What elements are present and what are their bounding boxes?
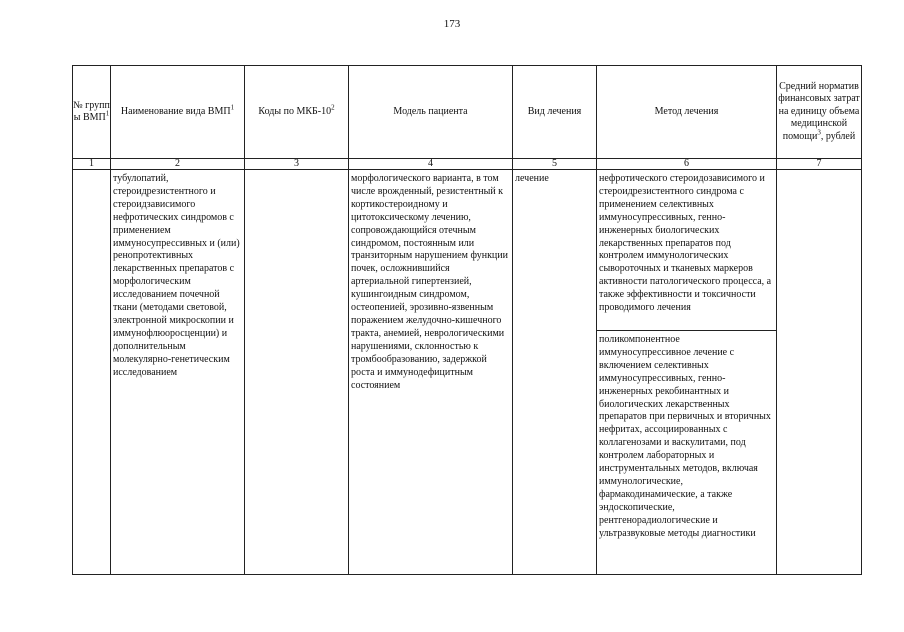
- header-patient-model: Модель пациента: [349, 66, 513, 159]
- header-treatment-method: Метод лечения: [597, 66, 777, 159]
- table-row: [73, 170, 862, 575]
- page-number: 173: [443, 18, 461, 30]
- column-number: 2: [111, 159, 245, 170]
- header-treatment-type: Вид лечения: [513, 66, 597, 159]
- cell-treatment-type: лечение: [513, 170, 597, 575]
- treatment-method-2: поликомпонентное иммуносупрессивное лечение с включением селективных иммуносупрессивных, генно-инженерных рекобинантных и биологических лекарственных препаратов при первичных и вторичных нефритах, ассоциированных с коллагенозами и васкулитами, под контролем лабораторных и инструментальных методов, включая иммунологические, фармакодинамические, а также эндоскопические, рентгенорадиологические и ультразвуковые методы диагностики: [599, 334, 771, 539]
- column-number: 1: [73, 159, 111, 170]
- column-number: 7: [777, 159, 862, 170]
- cell-icd-codes: [245, 170, 349, 575]
- vmp-table: [72, 65, 862, 575]
- column-number: 4: [349, 159, 513, 170]
- cell-treatment-method: [597, 170, 777, 575]
- header-icd-codes: Коды по МКБ-$10^2$: [245, 66, 349, 159]
- column-number-row: [73, 159, 862, 170]
- header-row: [73, 66, 862, 159]
- cell-average-cost: [777, 170, 862, 575]
- cell-patient-model: морфологического варианта, в том числе врожденный, резистентный к кортикостероидному и цитотоксическому лечению, сопровождающийся отечным синдромом, постоянным или транзиторным нарушением функции почек, осложнившийся артериальной гипертензией, кушингоидным синдромом, остеопенией, эрозивно-язвенным поражением желудочно-кишечного тракта, анемией, неврологическими нарушениями, склонностью к тромбообразованию, задержкой роста и иммунодефицитным состоянием: [349, 170, 513, 575]
- column-number: 3: [245, 159, 349, 170]
- header-average-cost: Средний норматив финансовых затрат на единицу объема медицинской помощи$^3$, рублей: [777, 66, 862, 159]
- header-vmp-name: Наименование вида ВМП$^1$: [111, 66, 245, 159]
- cell-vmp-name: тубулопатий, стероидрезистентного и стероидзависимого нефротических синдромов с применением иммуносупрессивных и (или) ренопротективных лекарственных препаратов с морфологическим исследованием почечной ткани (методами световой, электронной микроскопии и иммунофлюоросценции) и дополнительным молекулярно-генетическим исследованием: [111, 170, 245, 575]
- header-group-number: № групп ы ВМП$^1$: [73, 66, 111, 159]
- column-number: 5: [513, 159, 597, 170]
- column-number: 6: [597, 159, 777, 170]
- treatment-method-1: нефротического стероидозависимого и стероидрезистентного синдрома с применением селективных иммуносупрессивных, генно-инженерных биологических лекарственных препаратов под контролем иммунологических сывороточных и тканевых маркеров активности патологического процесса, а также эффективности и токсичности проводимого лечения: [597, 170, 776, 331]
- cell-group-number: [73, 170, 111, 575]
